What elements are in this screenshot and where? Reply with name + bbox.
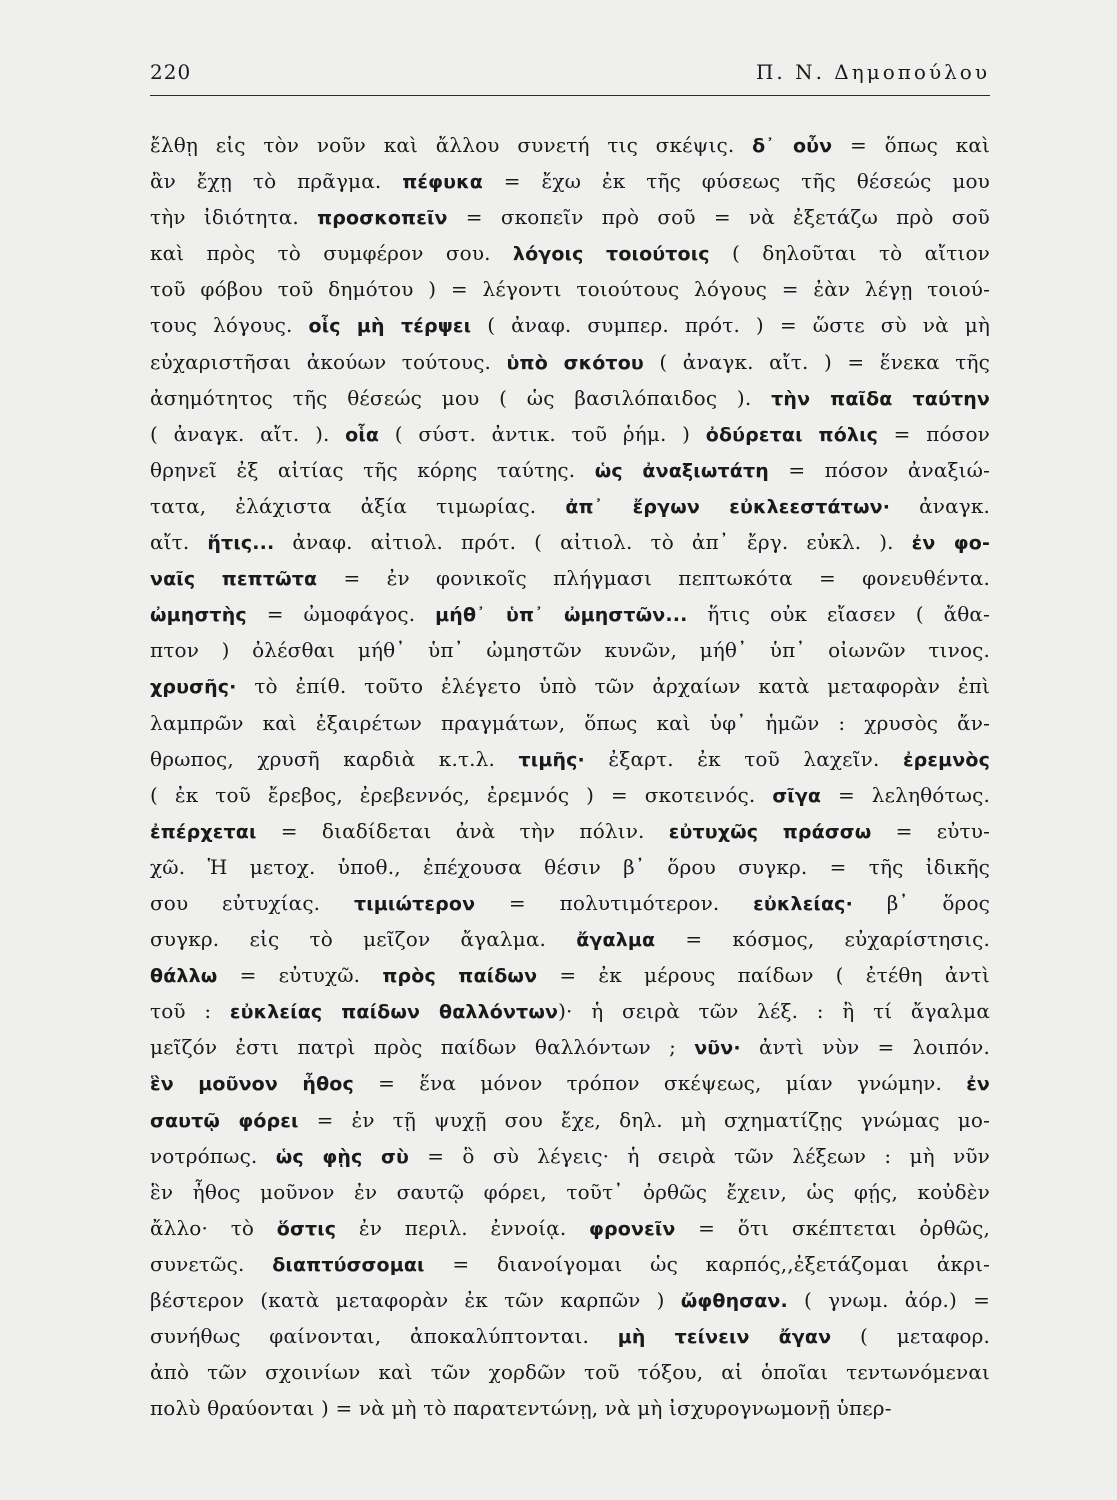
lemma-term: φρονεῖν <box>589 1217 676 1240</box>
text-run: ἄλλο· τὸ <box>150 1215 277 1240</box>
lemma-term: ἀπ᾽ ἔργων εὐκλεεστάτων· <box>565 495 891 518</box>
text-run: πτον ) ὀλέσθαι μήθ᾽ ὑπ᾽ ὠμηστῶν κυνῶν, μήθ᾽ ὑπ᾽ οἰωνῶν τινος. <box>150 638 990 663</box>
lemma-term: σαυτῷ φόρει <box>150 1109 299 1132</box>
text-run: τὴν ἰδιότητα. <box>150 205 318 230</box>
text-run: = ἐκ μέρους παίδων ( ἐτέθη ἀντὶ <box>537 963 990 988</box>
text-line <box>150 271 990 307</box>
lemma-term: πρὸς παίδων <box>382 965 538 988</box>
text-line <box>150 777 990 813</box>
text-line <box>150 1102 990 1138</box>
text-line <box>150 560 990 596</box>
text-run: συγκρ. εἰς τὸ μεῖζον ἄγαλμα. <box>150 927 577 952</box>
text-run: = πόσον ἀναξιώ- <box>768 457 990 482</box>
lemma-term: ὠμηστὴς <box>150 604 247 627</box>
text-run: συνετῶς. <box>150 1251 273 1276</box>
text-run: τοῦ : <box>150 999 230 1024</box>
lemma-term: λόγοις τοιούτοις <box>512 243 710 266</box>
lemma-term: ἄγαλμα <box>576 929 656 952</box>
text-run: = ἐν τῇ ψυχῇ σου ἔχε, δηλ. μὴ σχηματίζῃς γνώμας μο- <box>298 1107 990 1132</box>
text-run: λαμπρῶν καὶ ἐξαιρέτων πραγμάτων, ὅπως καὶ ὑφ᾽ ἡμῶν : χρυσὸς ἄν- <box>150 710 990 735</box>
header-rule <box>150 95 990 96</box>
lemma-term: τιμιώτερον <box>353 892 476 915</box>
text-run: τοῦ φόβου τοῦ δημότου ) = λέγοντι τοιούτους λόγους = ἐὰν λέγῃ τοιού- <box>150 277 990 302</box>
text-line <box>150 1174 990 1210</box>
text-run: ἀναγκ. <box>890 493 990 518</box>
text-run: ἐξαρτ. ἐκ τοῦ λαχεῖν. <box>584 746 903 771</box>
running-head: Π. Ν. Δημοπούλου <box>755 60 990 84</box>
text-line <box>150 163 990 199</box>
text-line <box>150 235 990 271</box>
lemma-term: ἐν φο- <box>911 532 990 555</box>
text-run: ἐν περιλ. ἐννοίᾳ. <box>336 1215 590 1240</box>
lemma-term: χρυσῆς· <box>150 676 237 699</box>
text-run: ἀναφ. αἰτιολ. πρότ. ( αἰτιολ. τὸ ἀπ᾽ ἔργ. εὐκλ. ). <box>274 530 912 555</box>
text-line <box>150 1354 990 1390</box>
text-line <box>150 993 990 1029</box>
text-line <box>150 921 990 957</box>
text-run: ἂν ἔχῃ τὸ πρᾶγμα. <box>150 169 403 194</box>
lemma-term: εὐκλείας· <box>753 892 853 915</box>
text-run: = ὃ σὺ λέγεις· ἡ σειρὰ τῶν λέξεων : μὴ νῦν <box>408 1143 990 1168</box>
text-run: σου εὐτυχίας. <box>150 890 354 915</box>
text-line <box>150 741 990 777</box>
text-run: = ἐν φονικοῖς πλήγμασι πεπτωκότα = φονευθέντα. <box>317 566 990 591</box>
text-run: ( ἐκ τοῦ ἔρεβος, ἐρεβεννός, ἐρεμνός ) = σκοτεινός. <box>150 782 773 807</box>
text-line <box>150 524 990 560</box>
text-line <box>150 488 990 524</box>
text-line <box>150 849 990 885</box>
lemma-term: ἐρεμνὸς <box>902 748 990 771</box>
text-run: ἀπὸ τῶν σχοινίων καὶ τῶν χορδῶν τοῦ τόξου, αἱ ὁποῖαι τεντωνόμεναι <box>150 1360 990 1385</box>
text-run: ἀντὶ νὺν = λοιπόν. <box>740 1035 990 1060</box>
lemma-term: ὀδύρεται πόλις <box>705 423 879 446</box>
text-run: = πολυτιμότερον. <box>475 890 754 915</box>
text-run: β᾽ ὅρος <box>852 890 990 915</box>
text-line <box>150 416 990 452</box>
lemma-term: δ᾽ οὖν <box>752 135 833 157</box>
text-run: = σκοπεῖν πρὸ σοῦ = νὰ ἐξετάζω πρὸ σοῦ <box>447 205 990 230</box>
text-run: τατα, ἐλάχιστα ἀξία τιμωρίας. <box>150 493 566 518</box>
lemma-term: διαπτύσσομαι <box>272 1253 425 1276</box>
text-run: βέστερον (κατὰ μεταφορὰν ἐκ τῶν καρπῶν ) <box>150 1288 681 1312</box>
text-run: θρωπος, χρυσῆ καρδιὰ κ.τ.λ. <box>150 746 519 771</box>
page-header <box>150 60 990 96</box>
text-run: συνήθως φαίνονται, ἀποκαλύπτονται. <box>150 1324 618 1349</box>
lemma-term: σῖγα <box>772 784 822 807</box>
lemma-term: μήθ᾽ ὑπ᾽ ὠμηστῶν... <box>435 604 688 627</box>
body-text <box>150 127 990 1426</box>
lemma-term: οἷα <box>345 423 380 446</box>
text-run: χῶ. Ἡ μετοχ. ὑποθ., ἐπέχουσα θέσιν β᾽ ὅρου συγκρ. = τῆς ἰδικῆς <box>150 854 990 879</box>
text-run: ἀσημότητος τῆς θέσεώς μου ( ὡς βασιλόπαιδος ). <box>150 385 772 410</box>
lemma-term: εὐκλείας παίδων θαλλόντων <box>229 1001 559 1024</box>
text-line <box>150 344 990 380</box>
text-line <box>150 705 990 741</box>
text-run: = διανοίγομαι ὡς καρπός,,ἐξετάζομαι ἀκρι- <box>424 1251 990 1276</box>
text-run: εὐχαριστῆσαι ἀκούων τούτους. <box>150 349 507 374</box>
lemma-term: ἐπέρχεται <box>150 820 257 843</box>
text-run: νοτρόπως. <box>150 1143 276 1168</box>
text-run: = εὐτυ- <box>871 818 990 843</box>
text-line <box>150 380 990 416</box>
text-line <box>150 1210 990 1246</box>
lemma-term: ναῖς πεπτῶτα <box>150 568 318 591</box>
text-line <box>150 199 990 235</box>
text-line <box>150 632 990 668</box>
text-run: πολὺ θραύονται ) = νὰ μὴ τὸ παρατεντώνῃ, νὰ μὴ ἰσχυρογνωμονῇ ὑπερ- <box>150 1396 892 1421</box>
text-run: ( σύστ. ἀντικ. τοῦ ῥήμ. ) <box>379 421 706 446</box>
text-run: = ἔχω ἐκ τῆς φύσεως τῆς θέσεώς μου <box>482 169 990 194</box>
text-line <box>150 1138 990 1174</box>
text-run: ( ἀναγκ. αἴτ. ). <box>150 421 346 446</box>
text-run: ( ἀναφ. συμπερ. πρότ. ) = ὥστε σὺ νὰ μὴ <box>471 313 990 338</box>
text-line <box>150 957 990 993</box>
text-run: καὶ πρὸς τὸ συμφέρον σου. <box>150 241 513 266</box>
page-number: 220 <box>150 60 192 84</box>
text-line <box>150 452 990 488</box>
text-run: = πόσον <box>878 421 990 446</box>
text-run: )· ἡ σειρὰ τῶν λέξ. : ἢ τί ἄγαλμα <box>558 999 990 1024</box>
text-run: θρηνεῖ ἐξ αἰτίας τῆς κόρης ταύτης. <box>150 457 595 482</box>
text-run: = ὅπως καὶ <box>832 133 990 157</box>
lemma-term: ὤφθησαν. <box>680 1290 788 1312</box>
text-run: τὸ ἐπίθ. τοῦτο ἐλέγετο ὑπὸ τῶν ἀρχαίων κατὰ μεταφορὰν ἐπὶ <box>236 674 990 699</box>
text-line <box>150 307 990 343</box>
text-line <box>150 1065 990 1101</box>
lemma-term: ὡς ἀναξιωτάτη <box>594 459 769 482</box>
lemma-term: τιμῆς· <box>518 748 585 771</box>
text-line <box>150 1246 990 1282</box>
text-run: ἔλθῃ εἰς τὸν νοῦν καὶ ἄλλου συνετή τις σκέψις. <box>150 133 753 157</box>
lemma-term: τὴν παῖδα ταύτην <box>771 387 990 410</box>
text-run: = εὐτυχῶ. <box>217 963 383 988</box>
text-line <box>150 885 990 921</box>
text-run: = διαδίδεται ἀνὰ τὴν πόλιν. <box>256 818 669 843</box>
lemma-term: προσκοπεῖν <box>317 207 448 230</box>
lemma-term: ὅστις <box>276 1217 337 1240</box>
lemma-term: νῦν· <box>694 1037 741 1060</box>
text-line <box>150 1390 990 1426</box>
text-run: αἴτ. <box>150 530 208 555</box>
text-run: ( μεταφορ. <box>831 1324 990 1349</box>
lemma-term: πέφυκα <box>402 171 483 194</box>
text-run: ( ἀναγκ. αἴτ. ) = ἕνεκα τῆς <box>643 349 990 374</box>
lemma-term: οἷς μὴ τέρψει <box>308 315 472 338</box>
text-run: = ὅτι σκέπτεται ὀρθῶς, <box>675 1215 990 1240</box>
lemma-term: ἓν μοῦνον ἦθος <box>150 1073 354 1096</box>
text-line <box>150 668 990 704</box>
text-run: = ἕνα μόνον τρόπον σκέψεως, μίαν γνώμην. <box>353 1071 967 1096</box>
text-run: ( δηλοῦται τὸ αἴτιον <box>709 241 990 266</box>
lemma-term: ὡς φῂς σὺ <box>275 1145 409 1168</box>
text-line <box>150 127 990 163</box>
text-line <box>150 1029 990 1065</box>
text-line <box>150 596 990 632</box>
text-run: μεῖζόν ἐστι πατρὶ πρὸς παίδων θαλλόντων ; <box>150 1035 695 1060</box>
lemma-term: μὴ τείνειν ἄγαν <box>617 1326 832 1349</box>
text-run: ( γνωμ. ἀόρ.) = <box>787 1288 990 1312</box>
lemma-term: ἥτις... <box>207 532 275 555</box>
text-run: = κόσμος, εὐχαρίστησις. <box>655 927 990 952</box>
lemma-term: θάλλω <box>150 965 218 988</box>
text-line <box>150 1318 990 1354</box>
text-run: ἥτις οὐκ εἴασεν ( ἄθα- <box>687 602 990 627</box>
text-run: τους λόγους. <box>150 313 309 338</box>
text-line <box>150 1282 990 1318</box>
text-run: = ὠμοφάγος. <box>246 602 436 627</box>
lemma-term: εὐτυχῶς πράσσω <box>668 820 872 843</box>
text-run: ἓν ἦθος μοῦνον ἐν σαυτῷ φόρει, τοῦτ᾽ ὀρθῶς ἔχειν, ὡς φῄς, κοὐδὲν <box>150 1179 990 1204</box>
lemma-term: ὑπὸ σκότου <box>506 351 644 374</box>
lemma-term: ἐν <box>966 1073 990 1096</box>
text-line <box>150 813 990 849</box>
text-run: = λεληθότως. <box>821 782 990 807</box>
